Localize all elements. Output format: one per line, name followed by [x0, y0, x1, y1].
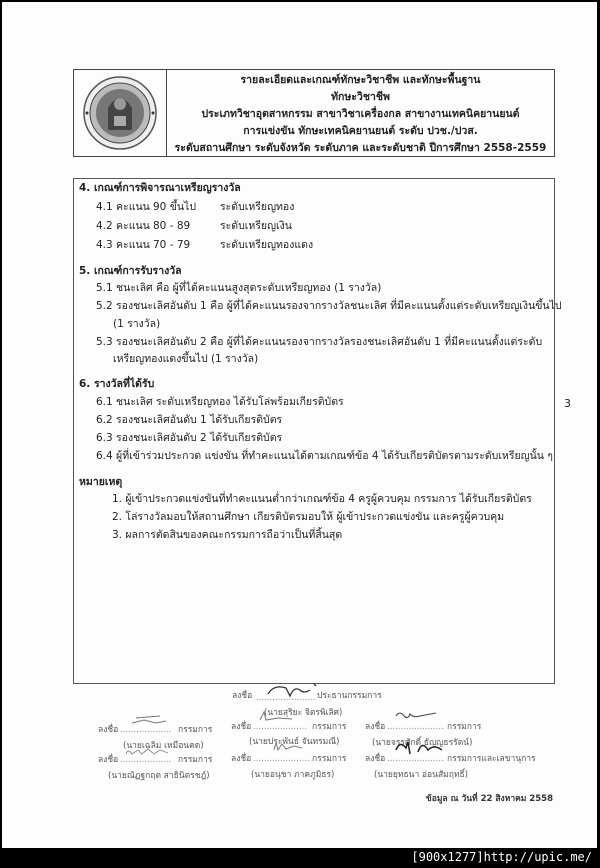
s4-item-num: 4.2 คะแนน	[96, 220, 150, 232]
s5-item-cont: (1 รางวัล)	[113, 318, 161, 330]
sign-label: ลงชื่อ	[232, 691, 253, 701]
chair-name: (นายสุริยะ จิตรพิเลิศ)	[264, 708, 343, 718]
title-line: ทักษะวิชาชีพ	[331, 91, 390, 103]
chair-role: ประธานกรรมการ	[317, 691, 382, 701]
member-role: กรรมการและเลขานุการ	[447, 754, 536, 764]
s6-item: 6.2 รองชนะเลิศอันดับ 1 ได้รับเกียรติบัตร	[96, 414, 283, 426]
member-name: (นายอนุชา ภาคภูมิธร)	[251, 770, 335, 780]
chair-signature	[264, 680, 324, 700]
header-box	[73, 69, 555, 157]
s4-item-num: 4.3 คะแนน	[96, 239, 150, 251]
note-item: 2. โล่รางวัลมอบให้สถานศึกษา เกียรติบัตรมอบให้ ผู้เข้าประกวดแข่งขัน และครูผู้ควบคุม	[112, 511, 505, 523]
member-role: กรรมการ	[178, 725, 213, 735]
s4-item-level: ระดับเหรียญทอง	[220, 201, 295, 213]
s5-item: 5.1 ชนะเลิศ คือ ผู้ที่ได้คะแนนสูงสุดระดับเหรียญทอง (1 รางวัล)	[96, 282, 382, 294]
member-name: (นายยุทธนา อ่อนสัมฤทธิ์)	[374, 770, 469, 780]
vocational-emblem-logo	[74, 70, 166, 156]
member-role: กรรมการ	[312, 722, 347, 732]
document-page	[2, 2, 597, 848]
document-title	[167, 72, 554, 157]
sign-label: ลงชื่อ	[231, 722, 252, 732]
s4-item-level: ระดับเหรียญเงิน	[220, 220, 292, 232]
s5-item-cont: เหรียญทองแดงขึ้นไป (1 รางวัล)	[113, 353, 259, 365]
member-name: (นายณัฏฐกฤต สาธินิตรชฎ์)	[108, 771, 210, 781]
sign-label: ลงชื่อ	[98, 755, 119, 765]
title-line: ประเภทวิชาอุตสาหกรรม สาขาวิชาเครื่องกล สาขางานเทคนิคยานยนต์	[201, 108, 520, 120]
logo-cell	[74, 70, 167, 156]
section6-title: 6. รางวัลที่ได้รับ	[79, 378, 155, 390]
sign-label: ลงชื่อ	[231, 754, 252, 764]
member-signature	[124, 744, 174, 758]
member-name: (นายจรรศักดิ์ ธัญญธรรัตน์)	[372, 738, 473, 748]
s4-item-num: 4.1 คะแนน	[96, 201, 150, 213]
member-signature	[394, 708, 444, 724]
s6-item: 6.4 ผู้ที่เข้าร่วมประกวด แข่งขัน ที่ทำคะแนนได้ตามเกณฑ์ข้อ 4 ได้รับเกียรติบัตรตามระดับเหรียญนั้น ๆ	[96, 450, 553, 462]
member-signature	[272, 740, 308, 754]
signature-dots: ...................	[120, 755, 172, 765]
sign-label: ลงชื่อ	[98, 725, 119, 735]
s6-item: 6.1 ชนะเลิศ ระดับเหรียญทอง ได้รับโล่พร้อมเกียรติบัตร	[96, 396, 344, 408]
notes-title: หมายเหตุ	[79, 476, 123, 488]
s6-item: 6.3 รองชนะเลิศอันดับ 2 ได้รับเกียรติบัตร	[96, 432, 283, 444]
s5-item: 5.3 รองชนะเลิศอันดับ 2 คือ ผู้ที่ได้คะแนนรองจากรางวัลรองชนะเลิศอันดับ 1 ที่มีคะแนนตั้งแต่ระดับ	[96, 336, 543, 348]
sign-label: ลงชื่อ	[365, 722, 386, 732]
s5-item: 5.2 รองชนะเลิศอันดับ 1 คือ ผู้ที่ได้คะแนนรองจากรางวัลชนะเลิศ ที่มีคะแนนตั้งแต่ระดับเหรียญเงินขึ้นไป	[96, 300, 562, 312]
section5-title: 5. เกณฑ์การรับรางวัล	[79, 265, 182, 277]
watermark-text: [900x1277]http://upic.me/	[411, 850, 592, 864]
note-item: 3. ผลการตัดสินของคณะกรรมการถือว่าเป็นที่สิ้นสุด	[112, 529, 343, 541]
signature-dots: ....................	[253, 722, 308, 732]
member-signature	[258, 710, 298, 724]
title-line: การแข่งขัน ทักษะเทคนิคยานยนต์ ระดับ ปวช./ปวส.	[243, 125, 478, 137]
date-note: ข้อมูล ณ วันที่ 22 สิงหาคม 2558	[425, 794, 553, 804]
member-role: กรรมการ	[178, 755, 213, 765]
s4-item-range: 80 - 89	[153, 220, 191, 232]
section4-title: 4. เกณฑ์การพิจารณาเหรียญรางวัล	[79, 182, 241, 194]
title-line: รายละเอียดและเกณฑ์ทักษะวิชาชีพ และทักษะพื้นฐาน	[240, 74, 481, 86]
member-role: กรรมการ	[312, 754, 347, 764]
s4-item-range: 70 - 79	[153, 239, 191, 251]
signature-dots: ...................	[120, 725, 172, 735]
signature-dots: .....................	[387, 722, 444, 732]
s4-item-level: ระดับเหรียญทองแดง	[220, 239, 314, 251]
sign-label: ลงชื่อ	[365, 754, 386, 764]
member-role: กรรมการ	[447, 722, 482, 732]
member-signature	[392, 736, 448, 758]
signature-dots: .....................	[253, 754, 310, 764]
signature-dots: .....................	[387, 754, 444, 764]
image-host-watermark-bar	[0, 848, 600, 868]
s4-item-range: 90 ขึ้นไป	[153, 201, 196, 213]
page-number: 3	[564, 397, 571, 410]
signature-dots: ......................	[256, 693, 316, 703]
note-item: 1. ผู้เข้าประกวดแข่งขันที่ทำคะแนนต่ำกว่าเกณฑ์ข้อ 4 ครูผู้ควบคุม กรรมการ ได้รับเกียรติบัตร	[112, 493, 532, 505]
member-name: (นายประพันธ์ จันทรมณี)	[249, 737, 340, 747]
member-signature	[130, 714, 170, 728]
title-line: ระดับสถานศึกษา ระดับจังหวัด ระดับภาค และระดับชาติ ปีการศึกษา 2558-2559	[174, 142, 547, 154]
member-name: (นายเฉลิม เหมือนคด)	[123, 741, 204, 751]
